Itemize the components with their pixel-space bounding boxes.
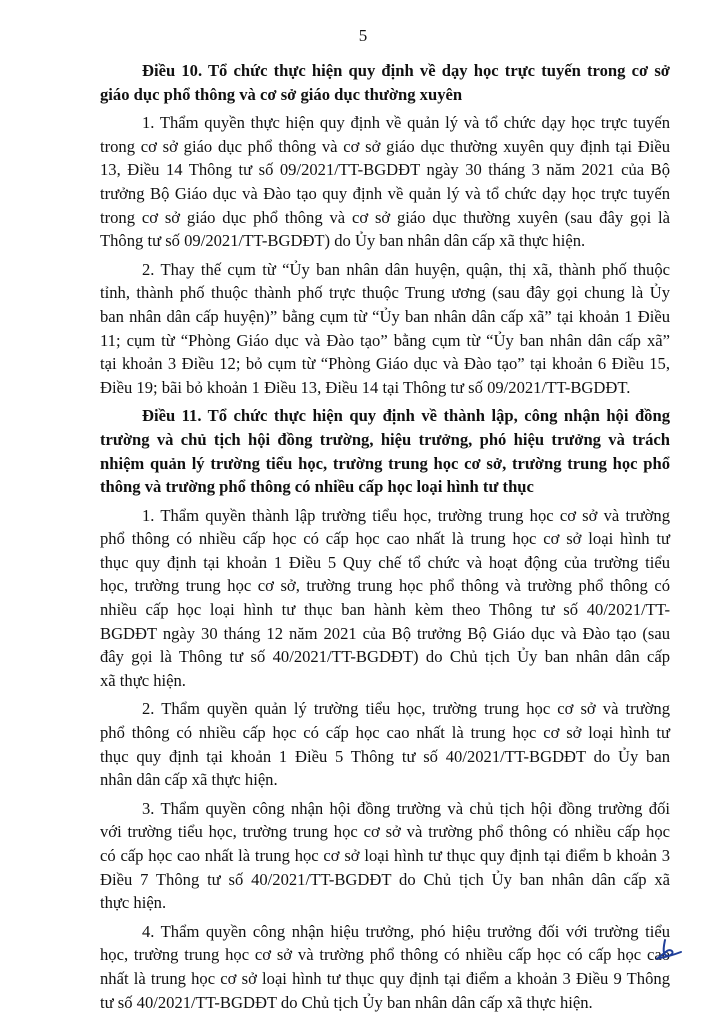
text-line: trong cơ sở giáo dục phổ thông và cơ sở giáo dục thường xuyên quy định tại Điều <box>100 136 670 156</box>
text-line: BGDĐT ngày 30 tháng 12 năm 2021 của Bộ trưởng Bộ Giáo dục và Đào tạo (sau <box>100 623 670 643</box>
text-line: 1. Thẩm quyền thành lập trường tiểu học, trường trung học cơ sở và trường <box>142 505 670 525</box>
text-line: ban nhân dân cấp huyện)” bằng cụm từ “Ủy ban nhân dân cấp xã” tại khoản 1 Điều <box>100 306 670 326</box>
heading-line: nhiệm quản lý trường tiểu học, trường trung học cơ sở, trường trung học phổ <box>100 453 670 473</box>
heading-line: trường và chủ tịch hội đồng trường, hiệu trưởng, phó hiệu trưởng và trách <box>100 429 670 449</box>
text-line: Điều 7 Thông tư số 40/2021/TT-BGDĐT do Chủ tịch Ủy ban nhân dân cấp xã <box>100 869 670 889</box>
text-line: tư số 40/2021/TT-BGDĐT do Chủ tịch Ủy ban nhân dân cấp xã thực hiện. <box>100 992 593 1012</box>
text-line: phổ thông có nhiều cấp học có cấp học cao nhất là trung học cơ sở loại hình tư <box>100 723 670 743</box>
text-line: 2. Thay thế cụm từ “Ủy ban nhân dân huyện, quận, thị xã, thành phố thuộc <box>142 259 670 279</box>
page-number: 5 <box>358 26 368 45</box>
text-line: 3. Thẩm quyền công nhận hội đồng trường và chủ tịch hội đồng trường đối <box>142 798 670 818</box>
article-10-clause-1 <box>100 111 670 253</box>
text-line: thực hiện. <box>100 893 167 913</box>
article-11-clause-4 <box>100 920 670 1014</box>
text-line: 13, Điều 14 Thông tư số 09/2021/TT-BGDĐT ngày 30 tháng 3 năm 2021 của Bộ <box>100 160 670 180</box>
text-line: thục quy định tại khoản 1 Điều 5 Thông tư số 40/2021/TT-BGDĐT do Ủy ban <box>100 746 670 766</box>
document-body <box>100 59 670 1014</box>
article-11-heading <box>100 404 670 498</box>
signature-icon <box>655 936 683 962</box>
article-10-clause-2 <box>100 258 670 400</box>
text-line: tại khoản 3 Điều 12; bỏ cụm từ “Phòng Giáo dục và Đào tạo” tại khoản 6 Điều 15, <box>100 354 670 374</box>
text-line: tỉnh, thành phố thuộc thành phố trực thuộc Trung ương (sau đây gọi chung là Ủy <box>100 283 670 303</box>
heading-line: thông và trường phổ thông có nhiều cấp học loại hình tư thục <box>100 477 534 497</box>
text-line: trong cơ sở giáo dục phổ thông và cơ sở giáo dục thường xuyên (sau đây gọi là <box>100 207 670 227</box>
text-line: nhiều cấp học loại hình tư thục ban hành kèm theo Thông tư số 40/2021/TT- <box>100 600 670 620</box>
article-11-clause-3 <box>100 797 670 915</box>
text-line: Điều 19; bãi bỏ khoản 1 Điều 13, Điều 14 tại Thông tư số 09/2021/TT-BGDĐT. <box>100 377 631 397</box>
heading-line: Điều 10. Tổ chức thực hiện quy định về dạy học trực tuyến trong cơ sở <box>142 61 670 80</box>
text-line: Thông tư số 09/2021/TT-BGDĐT) do Ủy ban nhân dân cấp xã thực hiện. <box>100 231 586 251</box>
text-line: 2. Thẩm quyền quản lý trường tiểu học, trường trung học cơ sở và trường <box>142 699 670 719</box>
text-line: thục quy định tại khoản 1 Điều 5 Quy chế tổ chức và hoạt động của trường tiểu <box>100 552 670 572</box>
heading-line: Điều 11. Tổ chức thực hiện quy định về thành lập, công nhận hội đồng <box>142 406 670 426</box>
text-line: 1. Thẩm quyền thực hiện quy định về quản lý và tổ chức dạy học trực tuyến <box>142 113 670 133</box>
text-line: 4. Thẩm quyền công nhận hiệu trưởng, phó hiệu trưởng đối với trường tiểu <box>142 921 670 941</box>
text-line: nhất là trung học cơ sở loại hình tư thục quy định tại điểm a khoản 3 Điều 9 Thông <box>100 968 670 988</box>
heading-line: giáo dục phổ thông và cơ sở giáo dục thường xuyên <box>100 84 463 104</box>
text-line: nhân dân cấp xã thực hiện. <box>100 770 278 790</box>
text-line: phổ thông có nhiều cấp học có cấp học cao nhất là trung học cơ sở loại hình tư <box>100 529 670 549</box>
text-line: học, trường trung học cơ sở, trường trung học phổ thông và trường phổ thông có <box>100 576 670 596</box>
text-line: trưởng Bộ Giáo dục và Đào tạo quy định về quản lý và tổ chức dạy học trực tuyến <box>100 183 670 203</box>
text-line: có cấp học cao nhất là trung học cơ sở loại hình tư thục quy định tại điểm b khoản 3 <box>100 846 670 865</box>
article-10-heading <box>100 59 670 106</box>
article-11-clause-2 <box>100 697 670 791</box>
text-line: xã thực hiện. <box>100 670 186 690</box>
text-line: đây gọi là Thông tư số 40/2021/TT-BGDĐT) do Chủ tịch Ủy ban nhân dân cấp <box>100 647 670 667</box>
article-11-clause-1 <box>100 504 670 693</box>
text-line: 11; cụm từ “Phòng Giáo dục và Đào tạo” bằng cụm từ “Ủy ban nhân dân cấp xã” <box>100 330 670 350</box>
text-line: với trường tiểu học, trường trung học cơ sở và trường phổ thông có nhiều cấp học <box>100 822 670 842</box>
text-line: học, trường trung học cơ sở và trường phổ thông có nhiều cấp học có cấp học cao <box>100 945 670 965</box>
